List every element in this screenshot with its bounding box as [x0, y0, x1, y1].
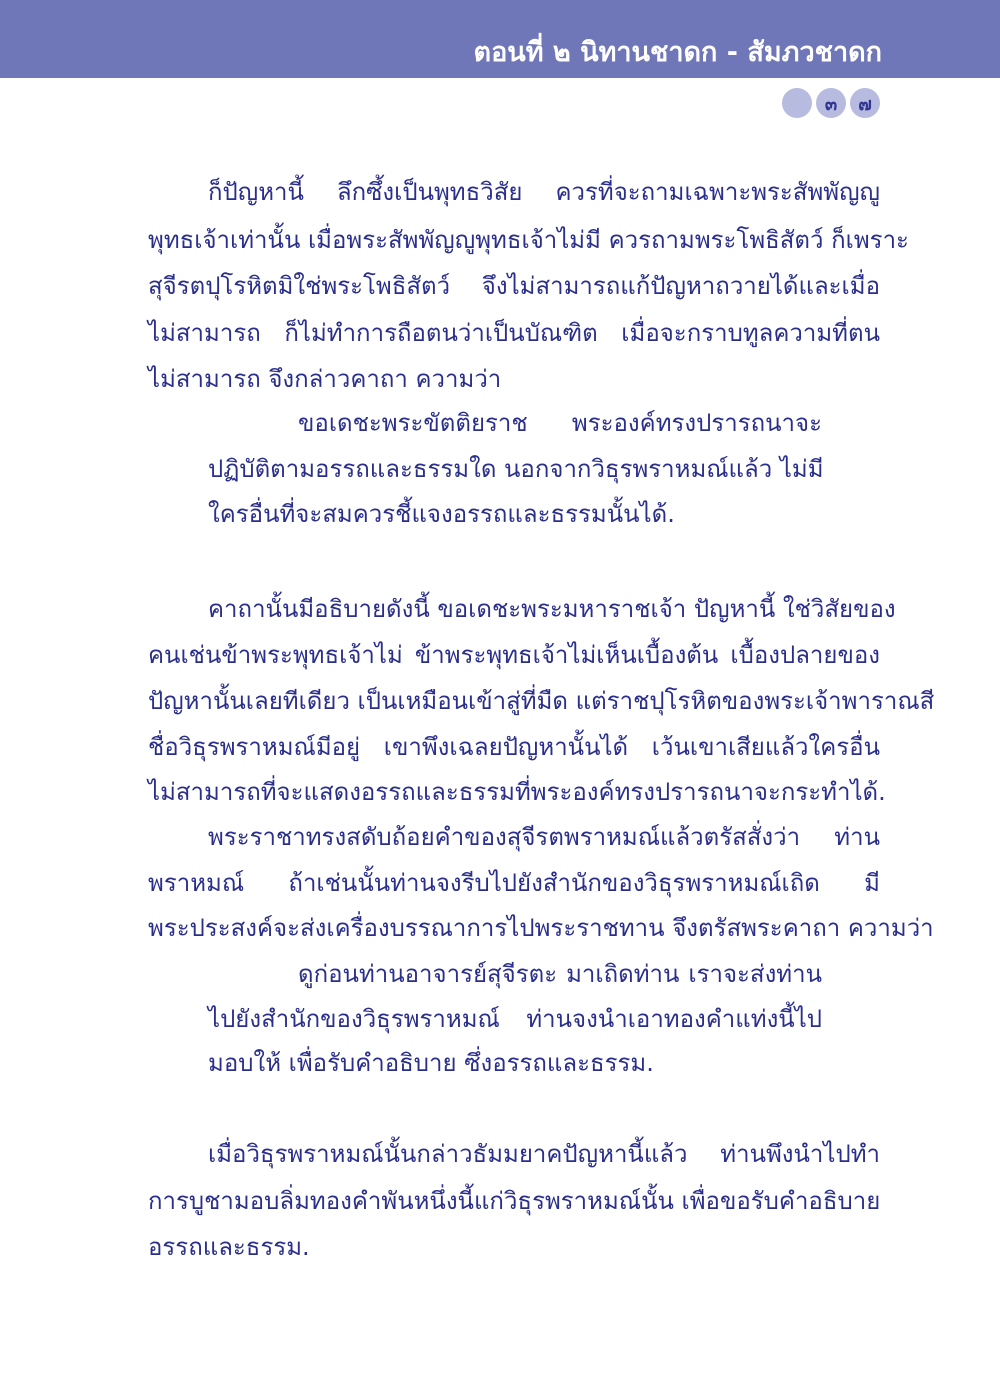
- paragraph-line: ก็ปัญหานี้ ลึกซึ้งเป็นพุทธวิสัย ควรที่จะถามเฉพาะพระสัพพัญญู: [208, 178, 880, 206]
- paragraph-line: พุทธเจ้าเท่านั้น เมื่อพระสัพพัญญูพุทธเจ้าไม่มี ควรถามพระโพธิสัตว์ ก็เพราะ: [148, 226, 909, 254]
- paragraph-line: ไม่สามารถที่จะแสดงอรรถและธรรมที่พระองค์ทรงปรารถนาจะกระทำได้.: [148, 778, 886, 806]
- paragraph-line: คาถานั้นมีอธิบายดังนี้ ขอเดชะพระมหาราชเจ้า ปัญหานี้ ใช่วิสัยของ: [208, 595, 896, 623]
- paragraph-line: คนเช่นข้าพระพุทธเจ้าไม่ ข้าพระพุทธเจ้าไม่เห็นเบื้องต้น เบื้องปลายของ: [148, 641, 880, 669]
- paragraph-line: พราหมณ์ ถ้าเช่นนั้นท่านจงรีบไปยังสำนักของวิธุรพราหมณ์เถิด มี: [148, 869, 880, 897]
- page-number: [782, 88, 880, 118]
- paragraph-line: พระราชาทรงสดับถ้อยคำของสุจีรตพราหมณ์แล้วตรัสสั่งว่า ท่าน: [208, 823, 880, 851]
- verse-line: ใครอื่นที่จะสมควรชี้แจงอรรถและธรรมนั้นได้.: [208, 500, 675, 528]
- verse-line: มอบให้ เพื่อรับคำอธิบาย ซึ่งอรรถและธรรม.: [208, 1049, 654, 1077]
- page-number-digit: ๗: [850, 88, 880, 118]
- paragraph-line: ปัญหานั้นเลยทีเดียว เป็นเหมือนเข้าสู่ที่มืด แต่ราชปุโรหิตของพระเจ้าพาราณสี: [148, 687, 935, 715]
- paragraph-line: ชื่อวิธุรพราหมณ์มีอยู่ เขาพึงเฉลยปัญหานั้นได้ เว้นเขาเสียแล้วใครอื่น: [148, 733, 880, 761]
- paragraph-line: สุจีรตปุโรหิตมิใช่พระโพธิสัตว์ จึงไม่สามารถแก้ปัญหาถวายได้และเมื่อ: [148, 272, 880, 300]
- paragraph-line: การบูชามอบลิ่มทองคำพันหนึ่งนี้แก่วิธุรพราหมณ์นั้น เพื่อขอรับคำอธิบาย: [148, 1187, 881, 1215]
- paragraph-line: ไม่สามารถ ก็ไม่ทำการถือตนว่าเป็นบัณฑิต เมื่อจะกราบทูลความที่ตน: [148, 319, 880, 347]
- page-number-digit: ๓: [816, 88, 846, 118]
- verse-line: ปฏิบัติตามอรรถและธรรมใด นอกจากวิธุรพราหมณ์แล้ว ไม่มี: [208, 455, 824, 483]
- page-number-blank-circle: [782, 88, 812, 118]
- verse-line: ดูก่อนท่านอาจารย์สุจีรตะ มาเถิดท่าน เราจะส่งท่าน: [298, 960, 822, 988]
- verse-line: ไปยังสำนักของวิธุรพราหมณ์ ท่านจงนำเอาทองคำแท่งนี้ไป: [208, 1005, 822, 1033]
- verse-line: ขอเดชะพระขัตติยราช พระองค์ทรงปรารถนาจะ: [298, 409, 822, 437]
- paragraph-line: พระประสงค์จะส่งเครื่องบรรณาการไปพระราชทาน จึงตรัสพระคาถา ความว่า: [148, 914, 934, 942]
- paragraph-line: อรรถและธรรม.: [148, 1233, 310, 1261]
- paragraph-line: ไม่สามารถ จึงกล่าวคาถา ความว่า: [148, 365, 502, 393]
- header-band: [0, 0, 1000, 78]
- paragraph-line: เมื่อวิธุรพราหมณ์นั้นกล่าวธัมมยาคปัญหานี้แล้ว ท่านพึงนำไปทำ: [208, 1140, 880, 1168]
- chapter-title: ตอนที่ ๒ นิทานชาดก - สัมภวชาดก: [473, 37, 882, 68]
